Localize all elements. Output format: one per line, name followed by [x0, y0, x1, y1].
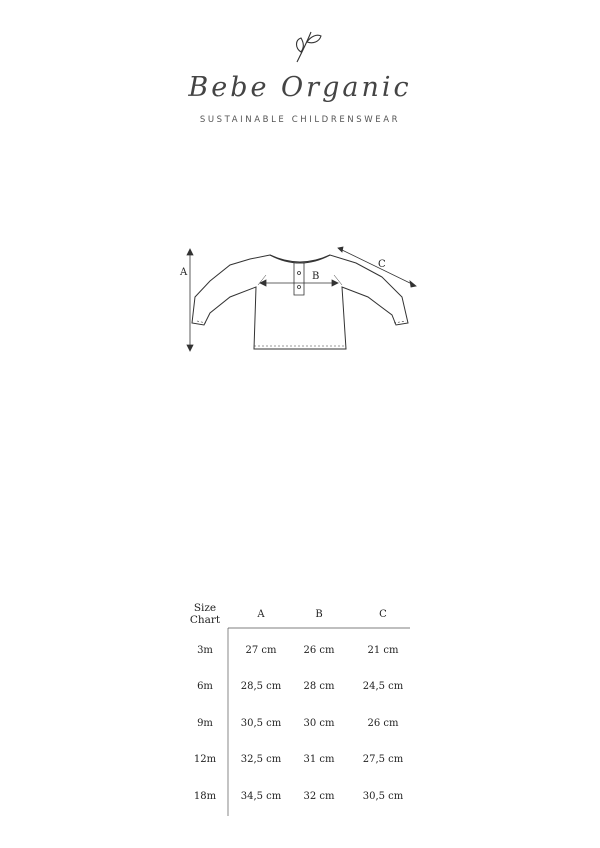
measure-arrow-a — [187, 249, 193, 351]
table-row — [178, 742, 418, 779]
brand-tagline: SUSTAINABLE CHILDRENSWEAR — [199, 115, 401, 125]
c-cell: 27,5 cm — [362, 754, 404, 766]
label-b: B — [312, 271, 320, 282]
size-chart-table — [178, 598, 418, 815]
header-size-chart: Size Chart — [189, 602, 221, 626]
size-cell: 18m — [193, 790, 217, 802]
header-b: B — [315, 608, 323, 620]
shirt-outline — [192, 255, 408, 349]
button-top — [298, 272, 301, 275]
c-cell: 30,5 cm — [362, 790, 404, 802]
b-cell: 31 cm — [303, 754, 335, 766]
table-header-row — [178, 598, 418, 630]
table-row — [178, 705, 418, 742]
a-cell: 28,5 cm — [240, 681, 282, 693]
size-cell: 6m — [197, 681, 213, 693]
label-a: A — [180, 267, 188, 278]
leaf-icon — [289, 26, 323, 66]
a-cell: 30,5 cm — [240, 717, 282, 729]
table-row — [178, 632, 418, 669]
c-cell: 26 cm — [367, 717, 399, 729]
a-cell: 27 cm — [245, 644, 277, 656]
a-cell: 34,5 cm — [240, 790, 282, 802]
size-cell: 3m — [197, 644, 213, 656]
c-cell: 24,5 cm — [362, 681, 404, 693]
garment-measurement-diagram — [170, 235, 430, 365]
button-bottom — [298, 286, 301, 289]
measure-arrow-c — [338, 247, 416, 287]
label-c: C — [378, 259, 386, 270]
b-cell: 28 cm — [303, 681, 335, 693]
b-cell: 30 cm — [303, 717, 335, 729]
header-a: A — [257, 608, 265, 620]
size-cell: 9m — [197, 717, 213, 729]
b-cell: 26 cm — [303, 644, 335, 656]
brand-logo-text: Bebe Organic — [188, 72, 412, 103]
c-cell: 21 cm — [367, 644, 399, 656]
table-row — [178, 669, 418, 706]
b-cell: 32 cm — [303, 790, 335, 802]
table-row — [178, 778, 418, 815]
size-cell: 12m — [193, 754, 217, 766]
a-cell: 32,5 cm — [240, 754, 282, 766]
header-c: C — [379, 608, 387, 620]
